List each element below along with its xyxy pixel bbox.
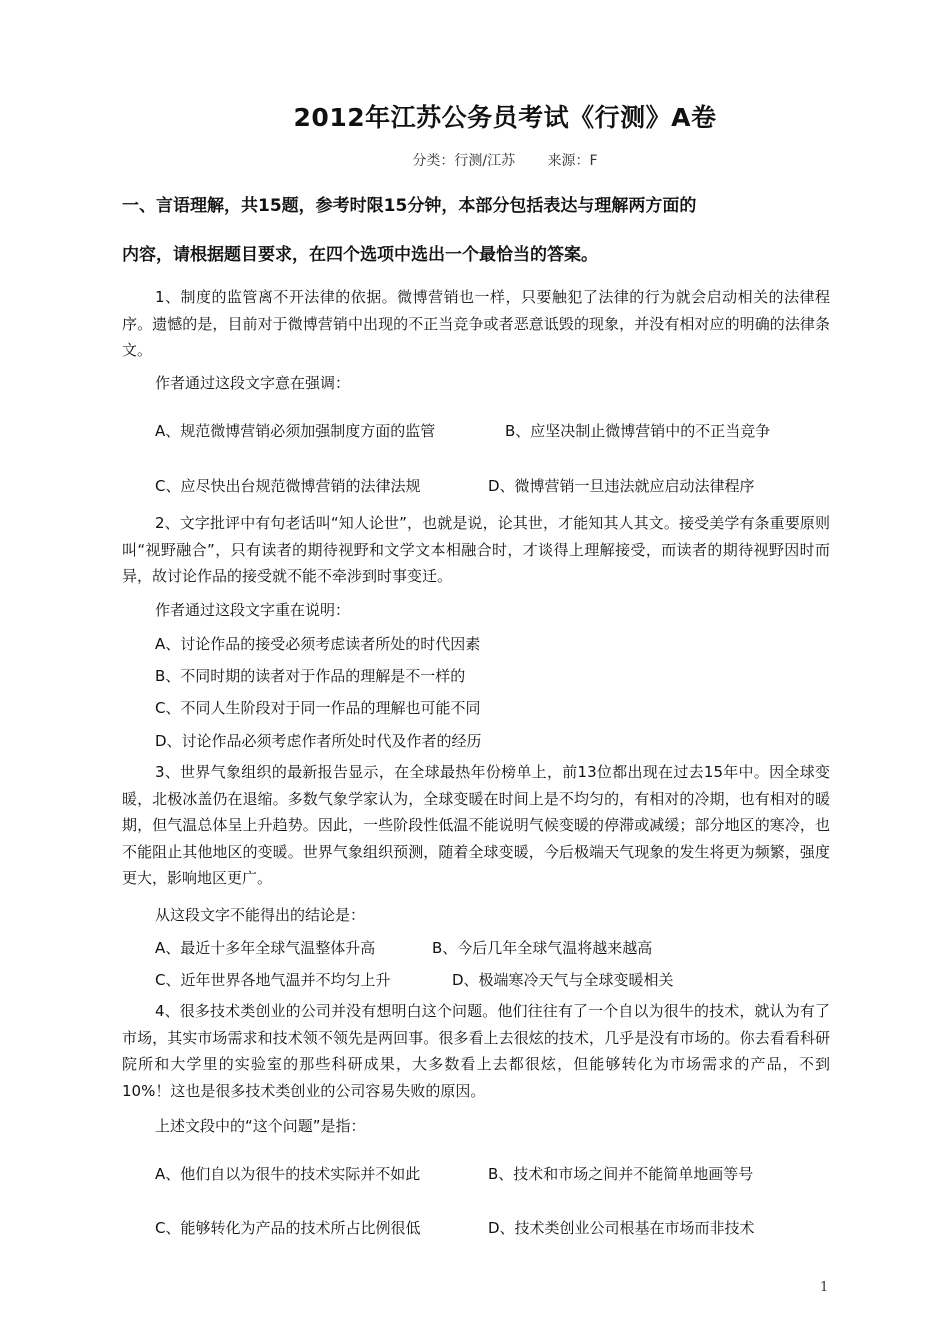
question-4-options-row-1: [155, 1164, 754, 1184]
category-label: 分类：行测/江苏: [412, 153, 516, 169]
question-2-option-a: A、讨论作品的接受必须考虑读者所处的时代因素: [155, 635, 481, 653]
question-1-option-c: C、应尽快出台规范微博营销的法律法规: [155, 477, 421, 495]
question-2-option-d: D、讨论作品必须考虑作者所处时代及作者的经历: [155, 732, 482, 750]
question-4-stem: 4、很多技术类创业的公司并没有想明白这个问题。他们往往有了一个自以为很牛的技术，就认为有了市场，其实市场需求和技术领不领先是两回事。很多看上去很炫的技术，几乎是没有市场的。你去看看科研院所和大学里的实验室的那些科研成果，大多数看上去都很炫，但能够转化为市场需求的产品，不到10%！这也是很多技术类创业的公司容易失败的原因。: [122, 1002, 830, 1100]
source-label: 来源：F: [547, 153, 598, 169]
section-heading-line-2: 内容，请根据题目要求，在四个选项中选出一个最恰当的答案。: [122, 245, 598, 265]
question-4-prompt: 上述文段中的“这个问题”是指：: [155, 1117, 366, 1135]
document-title: 2012年江苏公务员考试《行测》A卷: [293, 103, 717, 132]
question-3-option-b: B、今后几年全球气温将越来越高: [432, 939, 653, 957]
question-1-prompt: 作者通过这段文字意在强调：: [155, 374, 351, 392]
page-number: 1: [820, 1280, 829, 1295]
question-3-option-c: C、近年世界各地气温并不均匀上升: [155, 971, 391, 989]
question-4-option-b: B、技术和市场之间并不能简单地画等号: [488, 1165, 754, 1183]
question-1-option-d: D、微博营销一旦违法就应启动法律程序: [488, 477, 755, 495]
question-3-option-a: A、最近十多年全球气温整体升高: [155, 939, 376, 957]
question-3-prompt: 从这段文字不能得出的结论是：: [155, 906, 366, 924]
question-2-option-b: B、不同时期的读者对于作品的理解是不一样的: [155, 667, 466, 685]
question-4-option-d: D、技术类创业公司根基在市场而非技术: [488, 1219, 755, 1237]
question-2-stem: 2、文字批评中有句老话叫“知人论世”，也就是说，论其世，才能知其人其文。接受美学有条重要原则叫“视野融合”，只有读者的期待视野和文学文本相融合时，才谈得上理解接受，而读者的期待视野因时而异，故讨论作品的接受就不能不牵涉到时事变迁。: [122, 514, 830, 585]
section-heading-line-1: 一、言语理解，共15题，参考时限15分钟，本部分包括表达与理解两方面的: [122, 196, 697, 216]
question-1-options-row-1: [155, 421, 771, 441]
question-1-stem: 1、制度的监管离不开法律的依据。微博营销也一样，只要触犯了法律的行为就会启动相关的法律程序。遗憾的是，目前对于微博营销中出现的不正当竞争或者恶意诋毁的现象，并没有相对应的明确的法律条文。: [122, 288, 830, 359]
question-4-option-c: C、能够转化为产品的技术所占比例很低: [155, 1219, 421, 1237]
question-3-options-row-1: [155, 938, 653, 958]
question-2-prompt: 作者通过这段文字重在说明：: [155, 601, 351, 619]
question-1-option-a: A、规范微博营销必须加强制度方面的监管: [155, 422, 436, 440]
question-2-option-c: C、不同人生阶段对于同一作品的理解也可能不同: [155, 699, 481, 717]
question-4-options-row-2: [155, 1218, 755, 1238]
question-1-options-row-2: [155, 476, 755, 496]
question-1-option-b: B、应坚决制止微博营销中的不正当竞争: [505, 422, 771, 440]
question-4-option-a: A、他们自以为很牛的技术实际并不如此: [155, 1165, 421, 1183]
question-3-stem: 3、世界气象组织的最新报告显示，在全球最热年份榜单上，前13位都出现在过去15年中。因全球变暖，北极冰盖仍在退缩。多数气象学家认为，全球变暖在时间上是不均匀的，有相对的冷期，也有相对的暖期，但气温总体呈上升趋势。因此，一些阶段性低温不能说明气候变暖的停滞或减缓；部分地区的寒冷，也不能阻止其他地区的变暖。世界气象组织预测，随着全球变暖，今后极端天气现象的发生将更为频繁，强度更大，影响地区更广。: [122, 763, 830, 887]
question-3-options-row-2: [155, 970, 674, 990]
document-meta: [0, 150, 950, 170]
question-3-option-d: D、极端寒冷天气与全球变暖相关: [452, 971, 674, 989]
